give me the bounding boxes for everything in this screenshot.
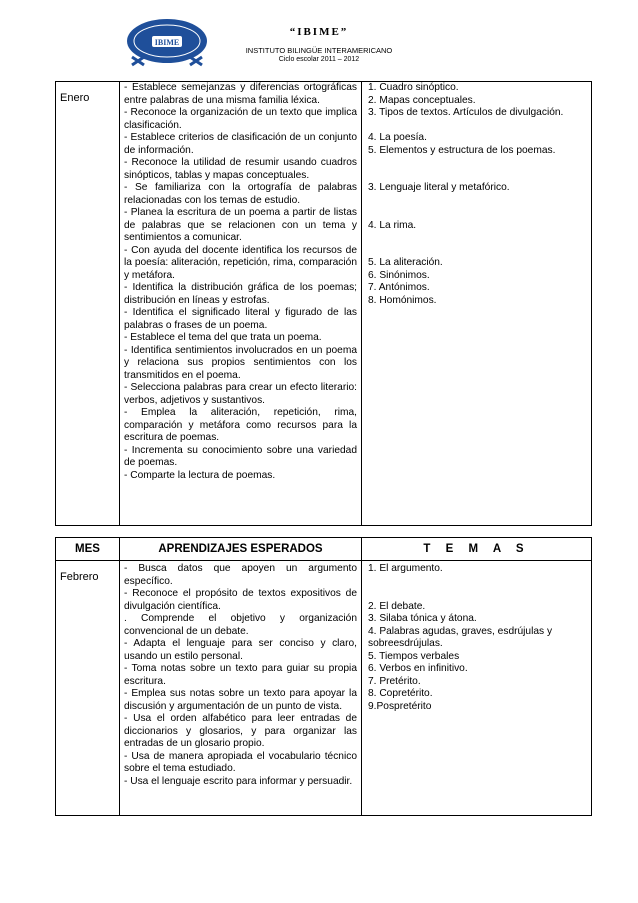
list-item: - Comparte la lectura de poemas. bbox=[124, 469, 276, 481]
list-item: - Busca datos que apoyen un argumento específico. bbox=[124, 563, 357, 587]
list-item: - Toma notas sobre un texto para guiar su propia escritura. bbox=[124, 663, 357, 687]
list-item: - Identifica el significado literal y figurado de las palabras o frases de un poema. bbox=[124, 307, 357, 331]
list-item: 3. Lenguaje literal y metafórico. bbox=[368, 182, 510, 193]
list-item: - Establece criterios de clasificación de un conjunto de información. bbox=[124, 132, 357, 156]
list-item: 3. Silaba tónica y átona. bbox=[368, 613, 477, 624]
list-item: 5. La aliteración. bbox=[368, 257, 443, 268]
temas-cell bbox=[362, 561, 592, 816]
list-item: 5. Elementos y estructura de los poemas. bbox=[368, 144, 556, 156]
list-item: - Usa el orden alfabético para leer entradas de diccionarios y glosarios, y para organizar las entradas de un glosario propio. bbox=[124, 713, 357, 749]
list-item: 2. El debate. bbox=[368, 600, 426, 612]
school-cycle: Ciclo escolar 2011 – 2012 bbox=[278, 56, 360, 63]
list-item: 6. Verbos en infinitivo. bbox=[368, 663, 468, 674]
list-item: 7. Pretérito. bbox=[368, 675, 421, 687]
list-item: - Selecciona palabras para crear un efecto literario: verbos, adjetivos y sustantivos. bbox=[124, 382, 357, 406]
list-item: - Planea la escritura de un poema a partir de listas de palabras que se relacionen con un tema y sentimientos a comunicar. bbox=[124, 207, 357, 243]
aprendizajes-cell bbox=[120, 82, 362, 526]
logo-text: IBIME bbox=[154, 38, 180, 47]
list-item: - Adapta el lenguaje para ser conciso y claro, usando un estilo personal. bbox=[124, 638, 357, 662]
list-item: 1. El argumento. bbox=[368, 563, 443, 574]
table-row bbox=[56, 561, 592, 816]
list-item: - Reconoce el propósito de textos expositivos de divulgación científica. bbox=[124, 588, 357, 612]
list-item: - Reconoce la utilidad de resumir usando cuadros sinópticos, tablas y mapas conceptuales. bbox=[124, 157, 357, 181]
list-item: 4. La rima. bbox=[368, 219, 417, 231]
planning-table-febrero bbox=[55, 537, 592, 816]
list-item: - Usa de manera apropiada el vocabulario técnico sobre el tema estudiado. bbox=[124, 750, 357, 774]
month-label: Febrero bbox=[60, 571, 99, 583]
list-item: 6. Sinónimos. bbox=[368, 269, 430, 281]
list-item: - Incrementa su conocimiento sobre una variedad de poemas. bbox=[124, 444, 357, 468]
list-item: - Establece el tema del que trata un poema. bbox=[124, 332, 322, 343]
list-item: 9.Pospretérito bbox=[368, 700, 432, 712]
list-item: - Reconoce la organización de un texto que implica clasificación. bbox=[124, 107, 357, 131]
list-item: - Establece semejanzas y diferencias ortográficas entre palabras de una misma familia léxica. bbox=[124, 82, 357, 106]
month-label: Enero bbox=[60, 92, 90, 104]
list-item: - Con ayuda del docente identifica los recursos de la poesía: aliteración, repetición, rima, comparación y metáfora. bbox=[124, 244, 357, 281]
list-item: - Usa el lenguaje escrito para informar y persuadir. bbox=[124, 775, 353, 787]
header-temas: T E M A S bbox=[362, 538, 592, 561]
list-item: . Comprende el objetivo y organización convencional de un debate. bbox=[124, 613, 357, 637]
header-aprendizajes: APRENDIZAJES ESPERADOS bbox=[120, 538, 362, 561]
list-item: 7. Antónimos. bbox=[368, 282, 430, 293]
list-item: 8. Copretérito. bbox=[368, 688, 433, 699]
list-item: 4. Palabras agudas, graves, esdrújulas y sobreesdrújulas. bbox=[368, 625, 553, 649]
document-header bbox=[0, 20, 638, 72]
month-cell bbox=[56, 561, 120, 816]
list-item: 1. Cuadro sinóptico. bbox=[368, 82, 459, 93]
list-item: - Identifica la distribución gráfica de los poemas; distribución en líneas y estrofas. bbox=[124, 282, 357, 306]
list-item: - Se familiariza con la ortografía de palabras relacionadas con los temas de estudio. bbox=[124, 182, 357, 206]
list-item: 4. La poesía. bbox=[368, 132, 427, 143]
school-short-name: “IBIME” bbox=[289, 26, 349, 38]
planning-table-enero bbox=[55, 81, 592, 526]
list-item: 3. Tipos de textos. Artículos de divulgación. bbox=[368, 107, 564, 118]
list-item: - Emplea sus notas sobre un texto para apoyar la discusión y argumentación de un punto de vista. bbox=[124, 688, 357, 712]
table-header-row bbox=[56, 538, 592, 561]
school-full-name: INSTITUTO BILINGÜE INTERAMERICANO bbox=[245, 46, 393, 55]
list-item: 2. Mapas conceptuales. bbox=[368, 94, 476, 106]
list-item: 5. Tiempos verbales bbox=[368, 650, 460, 662]
aprendizajes-cell bbox=[120, 561, 362, 816]
temas-cell bbox=[362, 82, 592, 526]
header-mes: MES bbox=[56, 538, 120, 561]
list-item: - Identifica sentimientos involucrados en un poema y relaciona sus propios sentimientos con los transmitidos en el poema. bbox=[124, 344, 357, 381]
table-row bbox=[56, 82, 592, 526]
list-item: 8. Homónimos. bbox=[368, 294, 437, 306]
month-cell bbox=[56, 82, 120, 526]
list-item: - Emplea la aliteración, repetición, rima, comparación y metáfora como recursos para la escritura de poemas. bbox=[124, 407, 357, 443]
